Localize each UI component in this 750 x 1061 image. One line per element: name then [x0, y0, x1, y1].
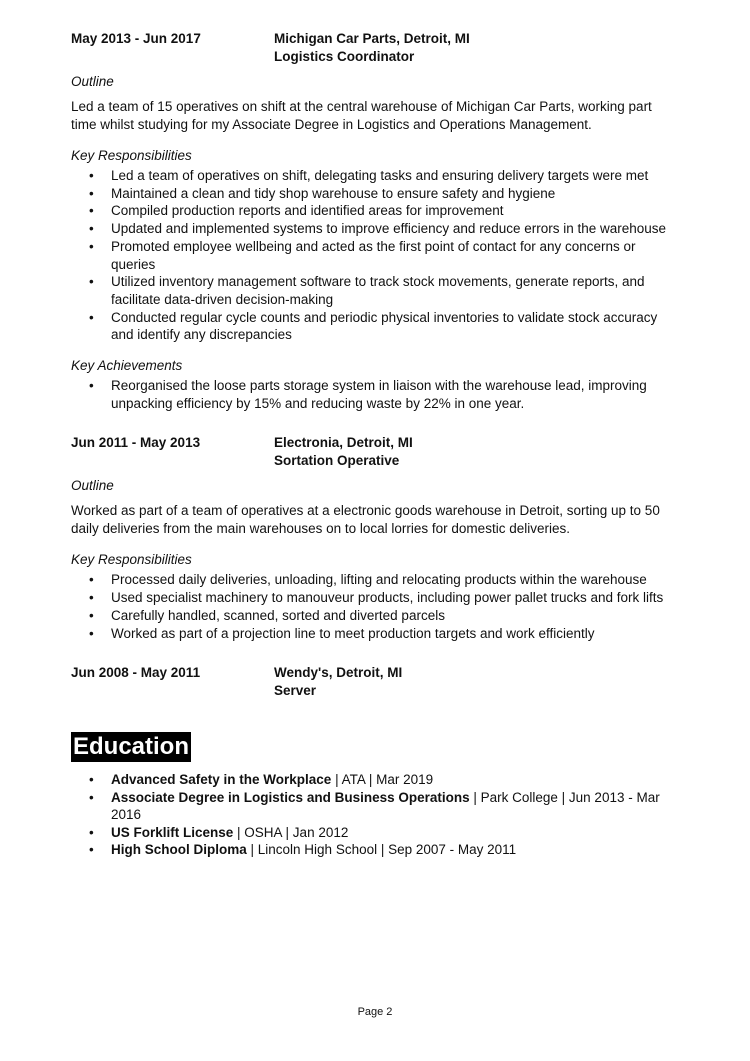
list-item: • Compiled production reports and identified areas for improvement — [111, 202, 681, 220]
education-name: Advanced Safety in the Workplace — [111, 772, 332, 788]
education-item — [111, 841, 681, 859]
outline-label: Outline — [71, 74, 114, 89]
education-details: | Lincoln High School | Sep 2007 - May 2011 — [246, 842, 517, 858]
list-item: • Processed daily deliveries, unloading, lifting and relocating products within the warehouse — [111, 571, 681, 589]
outline-text: Worked as part of a team of operatives at a electronic goods warehouse in Detroit, sorting up to 50 daily deliveries from the main warehouses on to local lorries for domestic deliveries. — [71, 503, 660, 537]
job-company: Michigan Car Parts, Detroit, MI — [274, 31, 470, 46]
responsibilities-list — [71, 167, 681, 344]
job-company: Electronia, Detroit, MI — [274, 435, 413, 451]
job-entry — [71, 30, 681, 412]
achievements-list — [71, 377, 681, 412]
list-item: • Updated and implemented systems to improve efficiency and reduce errors in the warehouse — [111, 220, 681, 238]
responsibilities-list — [71, 571, 681, 642]
job-entry — [71, 664, 681, 700]
list-item: • Conducted regular cycle counts and periodic physical inventories to validate stock accuracy and identify any discrepancies — [111, 309, 681, 344]
responsibilities-label: Key Responsibilities — [71, 552, 192, 568]
job-dates: Jun 2008 - May 2011 — [71, 665, 201, 681]
education-details: | ATA | Mar 2019 — [331, 772, 434, 788]
list-item: • Led a team of operatives on shift, delegating tasks and ensuring delivery targets were met — [111, 167, 681, 185]
education-name: US Forklift License — [111, 824, 234, 840]
outline-label: Outline — [71, 478, 114, 494]
resume-page — [71, 30, 681, 859]
job-dates: Jun 2011 - May 2013 — [71, 435, 201, 451]
education-details: | Park College | Jun 2013 - Mar 2016 — [111, 789, 660, 823]
job-entry — [71, 434, 681, 642]
education-item — [111, 824, 681, 842]
list-item: • Worked as part of a projection line to meet production targets and work efficiently — [111, 625, 681, 643]
list-item: • Utilized inventory management software to track stock movements, generate reports, and facilitate data-driven decision-making — [111, 273, 681, 308]
list-item: • Promoted employee wellbeing and acted as the first point of contact for any concerns or queries — [111, 238, 681, 273]
education-item — [111, 789, 681, 824]
list-item: • Maintained a clean and tidy shop warehouse to ensure safety and hygiene — [111, 185, 681, 203]
job-company: Wendy's, Detroit, MI — [274, 665, 403, 681]
achievements-label: Key Achievements — [71, 358, 183, 374]
education-details: | OSHA | Jan 2012 — [233, 824, 349, 840]
outline-text: Led a team of 15 operatives on shift at the central warehouse of Michigan Car Parts, working part time whilst studying for my Associate Degree in Logistics and Operations Management. — [71, 99, 652, 132]
job-dates: May 2013 - Jun 2017 — [71, 31, 201, 46]
responsibilities-label: Key Responsibilities — [71, 148, 192, 163]
education-list — [71, 771, 681, 859]
list-item: • Used specialist machinery to manouveur products, including power pallet trucks and fork lifts — [111, 589, 681, 607]
page-number: Page 2 — [357, 1006, 393, 1018]
job-header — [71, 30, 681, 66]
education-name: High School Diploma — [111, 842, 247, 858]
job-title: Server — [274, 683, 317, 699]
list-item: • Carefully handled, scanned, sorted and diverted parcels — [111, 607, 681, 625]
list-item: • Reorganised the loose parts storage system in liaison with the warehouse lead, improving unpacking efficiency by 15% and reducing waste by 22% in one year. — [111, 377, 681, 412]
job-header — [71, 664, 681, 700]
education-heading: Education — [73, 733, 190, 761]
education-item — [111, 771, 681, 789]
job-title: Sortation Operative — [274, 453, 400, 469]
education-name: Associate Degree in Logistics and Business Operations — [111, 789, 470, 805]
job-title: Logistics Coordinator — [274, 49, 415, 64]
job-header — [71, 434, 681, 470]
